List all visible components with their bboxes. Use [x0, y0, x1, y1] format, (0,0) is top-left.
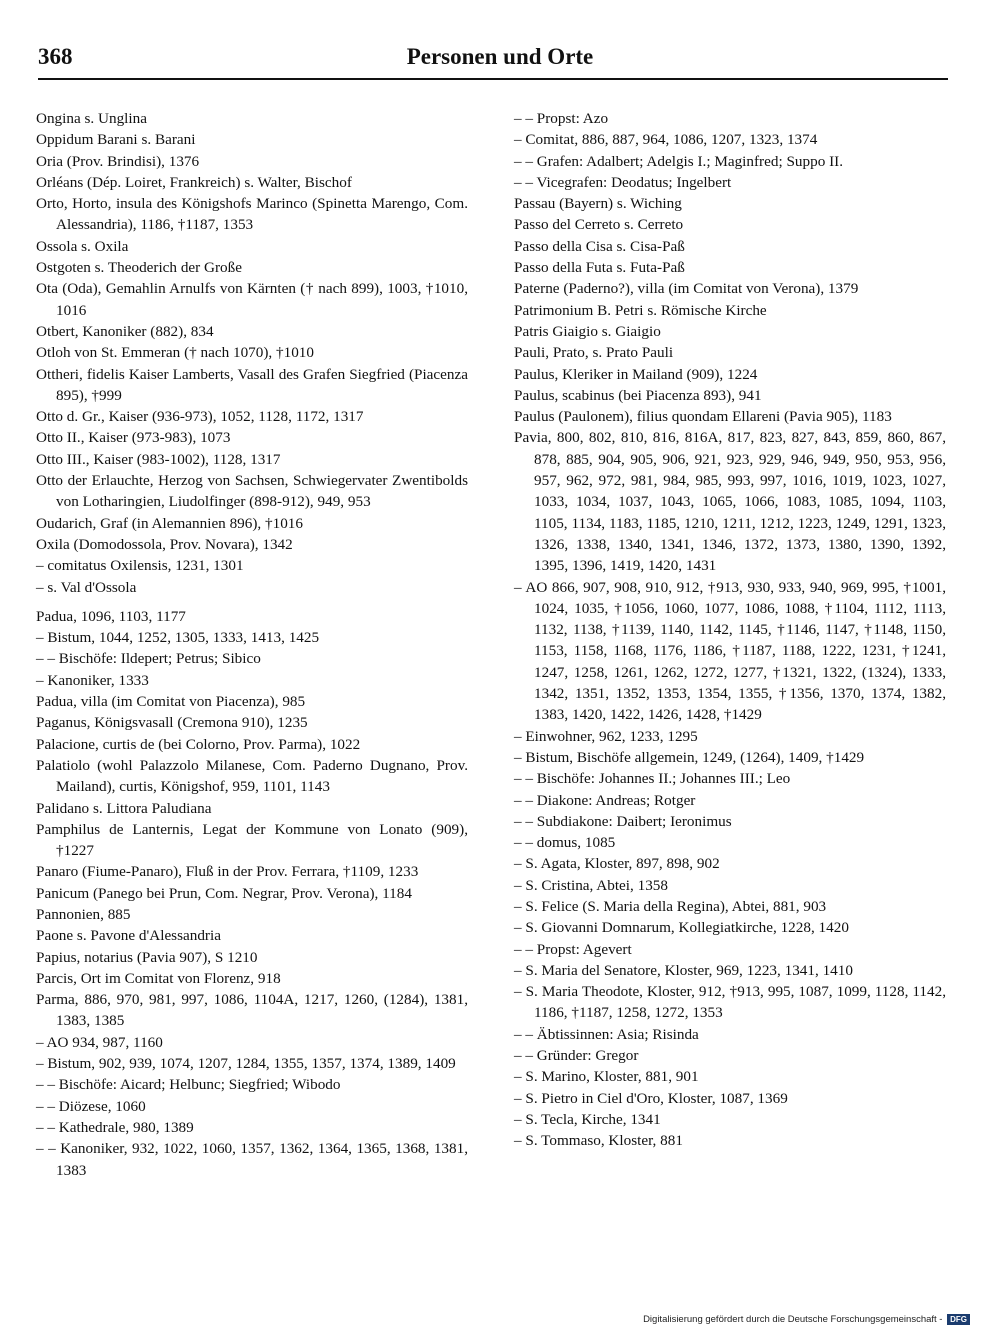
index-entry: – AO 934, 987, 1160	[36, 1033, 163, 1051]
index-entry: Oudarich, Graf (in Alemannien 896), †1016	[36, 514, 303, 532]
index-entry: Palidano s. Littora Paludiana	[36, 799, 212, 817]
index-entry: Ottheri, fidelis Kaiser Lamberts, Vasall des Grafen Siegfried (Piacenza 895), †999	[36, 365, 468, 404]
index-entry: – Bistum, 1044, 1252, 1305, 1333, 1413, 1425	[36, 629, 320, 647]
index-entry: Papius, notarius (Pavia 907), S 1210	[36, 948, 258, 966]
index-entry: – – Äbtissinnen: Asia; Risinda	[514, 1025, 699, 1043]
index-entry: Patris Giaigio s. Giaigio	[514, 322, 661, 340]
index-entry: Paterne (Paderno?), villa (im Comitat von Verona), 1379	[514, 280, 859, 298]
index-entry: – S. Felice (S. Maria della Regina), Abtei, 881, 903	[514, 897, 827, 915]
index-entry: Pavia, 800, 802, 810, 816, 816A, 817, 823, 827, 843, 859, 860, 867, 878, 885, 904, 905, 906, 921, 923, 929, 946, 949, 950, 953, 956, 957, 962, 972, 981, 984, 985, 993, 997, 1016, 1019, 1023, 1027, 1033, 1034, 1037, 1043, 1065, 1066, 1083, 1085, 1094, 1103, 1105, 1134, 1183, 1185, 1210, 1211, 1212, 1223, 1249, 1291, 1323, 1326, 1338, 1340, 1341, 1346, 1372, 1373, 1380, 1390, 1392, 1395, 1396, 1419, 1420, 1431	[514, 429, 946, 575]
index-entry: Paulus, Kleriker in Mailand (909), 1224	[514, 365, 758, 383]
index-entry: Padua, 1096, 1103, 1177	[36, 607, 186, 625]
index-entry: Paulus, scabinus (bei Piacenza 893), 941	[514, 386, 762, 404]
index-entry: – – Grafen: Adalbert; Adelgis I.; Maginfred; Suppo II.	[514, 152, 843, 170]
index-entry: – Bistum, 902, 939, 1074, 1207, 1284, 1355, 1357, 1374, 1389, 1409	[36, 1055, 456, 1073]
index-entry: Passo della Cisa s. Cisa-Paß	[514, 237, 685, 255]
page-title: Personen und Orte	[406, 44, 594, 69]
index-entry: Otto d. Gr., Kaiser (936-973), 1052, 1128, 1172, 1317	[36, 408, 364, 426]
index-entry: Pamphilus de Lanternis, Legat der Kommune von Lonato (909), †1227	[36, 820, 468, 860]
footer-credit	[643, 1314, 970, 1325]
index-entry: – – Propst: Agevert	[514, 940, 632, 958]
index-entry: Parma, 886, 970, 981, 997, 1086, 1104A, 1217, 1260, (1284), 1381, 1383, 1385	[36, 991, 468, 1030]
index-entry: Pannonien, 885	[36, 905, 131, 923]
index-entry: – S. Tecla, Kirche, 1341	[514, 1110, 661, 1128]
index-entry: Otto II., Kaiser (973-983), 1073	[36, 429, 231, 447]
page-number: 368	[38, 44, 73, 69]
index-entry: – – Propst: Azo	[514, 110, 609, 127]
index-entry: Oppidum Barani s. Barani	[36, 131, 196, 149]
index-entry: – – domus, 1085	[514, 834, 616, 852]
index-entry: Ostgoten s. Theoderich der Große	[36, 259, 242, 277]
index-entry: – Comitat, 886, 887, 964, 1086, 1207, 1323, 1374	[514, 131, 818, 149]
index-entry: Parcis, Ort im Comitat von Florenz, 918	[36, 969, 281, 987]
index-entry: – S. Pietro in Ciel d'Oro, Kloster, 1087, 1369	[514, 1089, 788, 1107]
index-entry: – – Diözese, 1060	[36, 1097, 146, 1115]
index-column-left	[36, 108, 468, 1181]
index-entry: – – Subdiakone: Daibert; Ieronimus	[514, 812, 732, 830]
index-entry: Otbert, Kanoniker (882), 834	[36, 322, 214, 340]
footer-text: Digitalisierung gefördert durch die Deutsche Forschungsgemeinschaft -	[643, 1314, 943, 1326]
index-entry: – – Kathedrale, 980, 1389	[36, 1118, 194, 1136]
index-entry: Otto der Erlauchte, Herzog von Sachsen, Schwiegervater Zwentibolds von Lotharingien, Liudolfinger (898-912), 949, 953	[36, 472, 468, 511]
index-entry: Pauli, Prato, s. Prato Pauli	[514, 344, 674, 362]
index-entry: – Einwohner, 962, 1233, 1295	[514, 727, 698, 745]
index-entry: Paulus (Paulonem), filius quondam Ellareni (Pavia 905), 1183	[514, 408, 892, 426]
index-entry: Ota (Oda), Gemahlin Arnulfs von Kärnten († nach 899), 1003, †1010, 1016	[36, 280, 468, 319]
index-entry: Palacione, curtis de (bei Colorno, Prov. Parma), 1022	[36, 735, 361, 753]
index-entry: – S. Maria Theodote, Kloster, 912, †913, 995, 1087, 1099, 1128, 1142, 1186, †1187, 1258, 1272, 1353	[514, 983, 946, 1022]
index-entry: – S. Marino, Kloster, 881, 901	[514, 1068, 699, 1086]
index-entry: – – Bischöfe: Ildepert; Petrus; Sibico	[36, 650, 261, 668]
index-entry: Orto, Horto, insula des Königshofs Marinco (Spinetta Marengo, Com. Alessandria), 1186, †1187, 1353	[36, 195, 468, 234]
index-entry: Otto III., Kaiser (983-1002), 1128, 1317	[36, 450, 281, 468]
dfg-logo: DFG	[947, 1314, 970, 1325]
index-entry: – – Gründer: Gregor	[514, 1047, 639, 1065]
index-entry: Paone s. Pavone d'Alessandria	[36, 927, 221, 945]
index-entry: – – Bischöfe: Aicard; Helbunc; Siegfried; Wibodo	[36, 1076, 341, 1094]
index-entry: – S. Giovanni Domnarum, Kollegiatkirche, 1228, 1420	[514, 919, 849, 937]
index-entry: – – Kanoniker, 932, 1022, 1060, 1357, 1362, 1364, 1365, 1368, 1381, 1383	[36, 1140, 468, 1179]
index-entry: – S. Cristina, Abtei, 1358	[514, 876, 668, 894]
index-entry: – s. Val d'Ossola	[36, 578, 137, 596]
index-column-right	[514, 108, 946, 1152]
index-entry: Passo della Futa s. Futa-Paß	[514, 259, 685, 277]
index-entry: – S. Maria del Senatore, Kloster, 969, 1223, 1341, 1410	[514, 961, 853, 979]
index-entry: – – Bischöfe: Johannes II.; Johannes III.; Leo	[514, 770, 791, 788]
index-entry: Passo del Cerreto s. Cerreto	[514, 216, 684, 234]
index-entry: Patrimonium B. Petri s. Römische Kirche	[514, 301, 767, 319]
index-entry: Passau (Bayern) s. Wiching	[514, 195, 682, 213]
index-entry: Ossola s. Oxila	[36, 237, 129, 255]
index-entry: – – Diakone: Andreas; Rotger	[514, 791, 696, 809]
header-rule	[38, 78, 948, 80]
index-entry: Otloh von St. Emmeran († nach 1070), †1010	[36, 344, 314, 362]
index-entry: – comitatus Oxilensis, 1231, 1301	[36, 557, 244, 575]
index-entry: Panicum (Panego bei Prun, Com. Negrar, Prov. Verona), 1184	[36, 884, 412, 902]
index-entry: Paganus, Königsvasall (Cremona 910), 1235	[36, 714, 308, 732]
index-entry: Panaro (Fiume-Panaro), Fluß in der Prov. Ferrara, †1109, 1233	[36, 863, 419, 881]
index-entry: – S. Tommaso, Kloster, 881	[514, 1132, 683, 1150]
index-entry: Palatiolo (wohl Palazzolo Milanese, Com. Paderno Dugnano, Prov. Mailand), curtis, Königshof, 959, 1101, 1143	[36, 756, 468, 796]
index-entry: Oxila (Domodossola, Prov. Novara), 1342	[36, 535, 293, 553]
index-entry: – Bistum, Bischöfe allgemein, 1249, (1264), 1409, †1429	[514, 748, 865, 766]
index-entry: Ongina s. Unglina	[36, 110, 147, 127]
index-entry: – – Vicegrafen: Deodatus; Ingelbert	[514, 173, 732, 191]
index-entry: – S. Agata, Kloster, 897, 898, 902	[514, 855, 720, 873]
index-entry: – Kanoniker, 1333	[36, 671, 149, 689]
index-entry: Padua, villa (im Comitat von Piacenza), 985	[36, 693, 306, 711]
index-entry: – AO 866, 907, 908, 910, 912, †913, 930, 933, 940, 969, 995, †1001, 1024, 1035, †1056, 1060, 1077, 1086, 1088, †1104, 1112, 1113, 1132, 1138, †1139, 1140, 1142, 1145, †1146, 1147, †1148, 1150, 1153, 1158, 1168, 1176, 1186, †1187, 1188, 1222, 1231, †1241, 1247, 1258, 1261, 1262, 1272, 1277, †1321, 1322, (1324), 1333, 1342, 1351, 1352, 1353, 1354, 1355, †1356, 1370, 1374, 1382, 1383, 1420, 1422, 1426, 1428, †1429	[514, 578, 946, 724]
index-entry: Orléans (Dép. Loiret, Frankreich) s. Walter, Bischof	[36, 173, 352, 191]
index-entry: Oria (Prov. Brindisi), 1376	[36, 152, 200, 170]
